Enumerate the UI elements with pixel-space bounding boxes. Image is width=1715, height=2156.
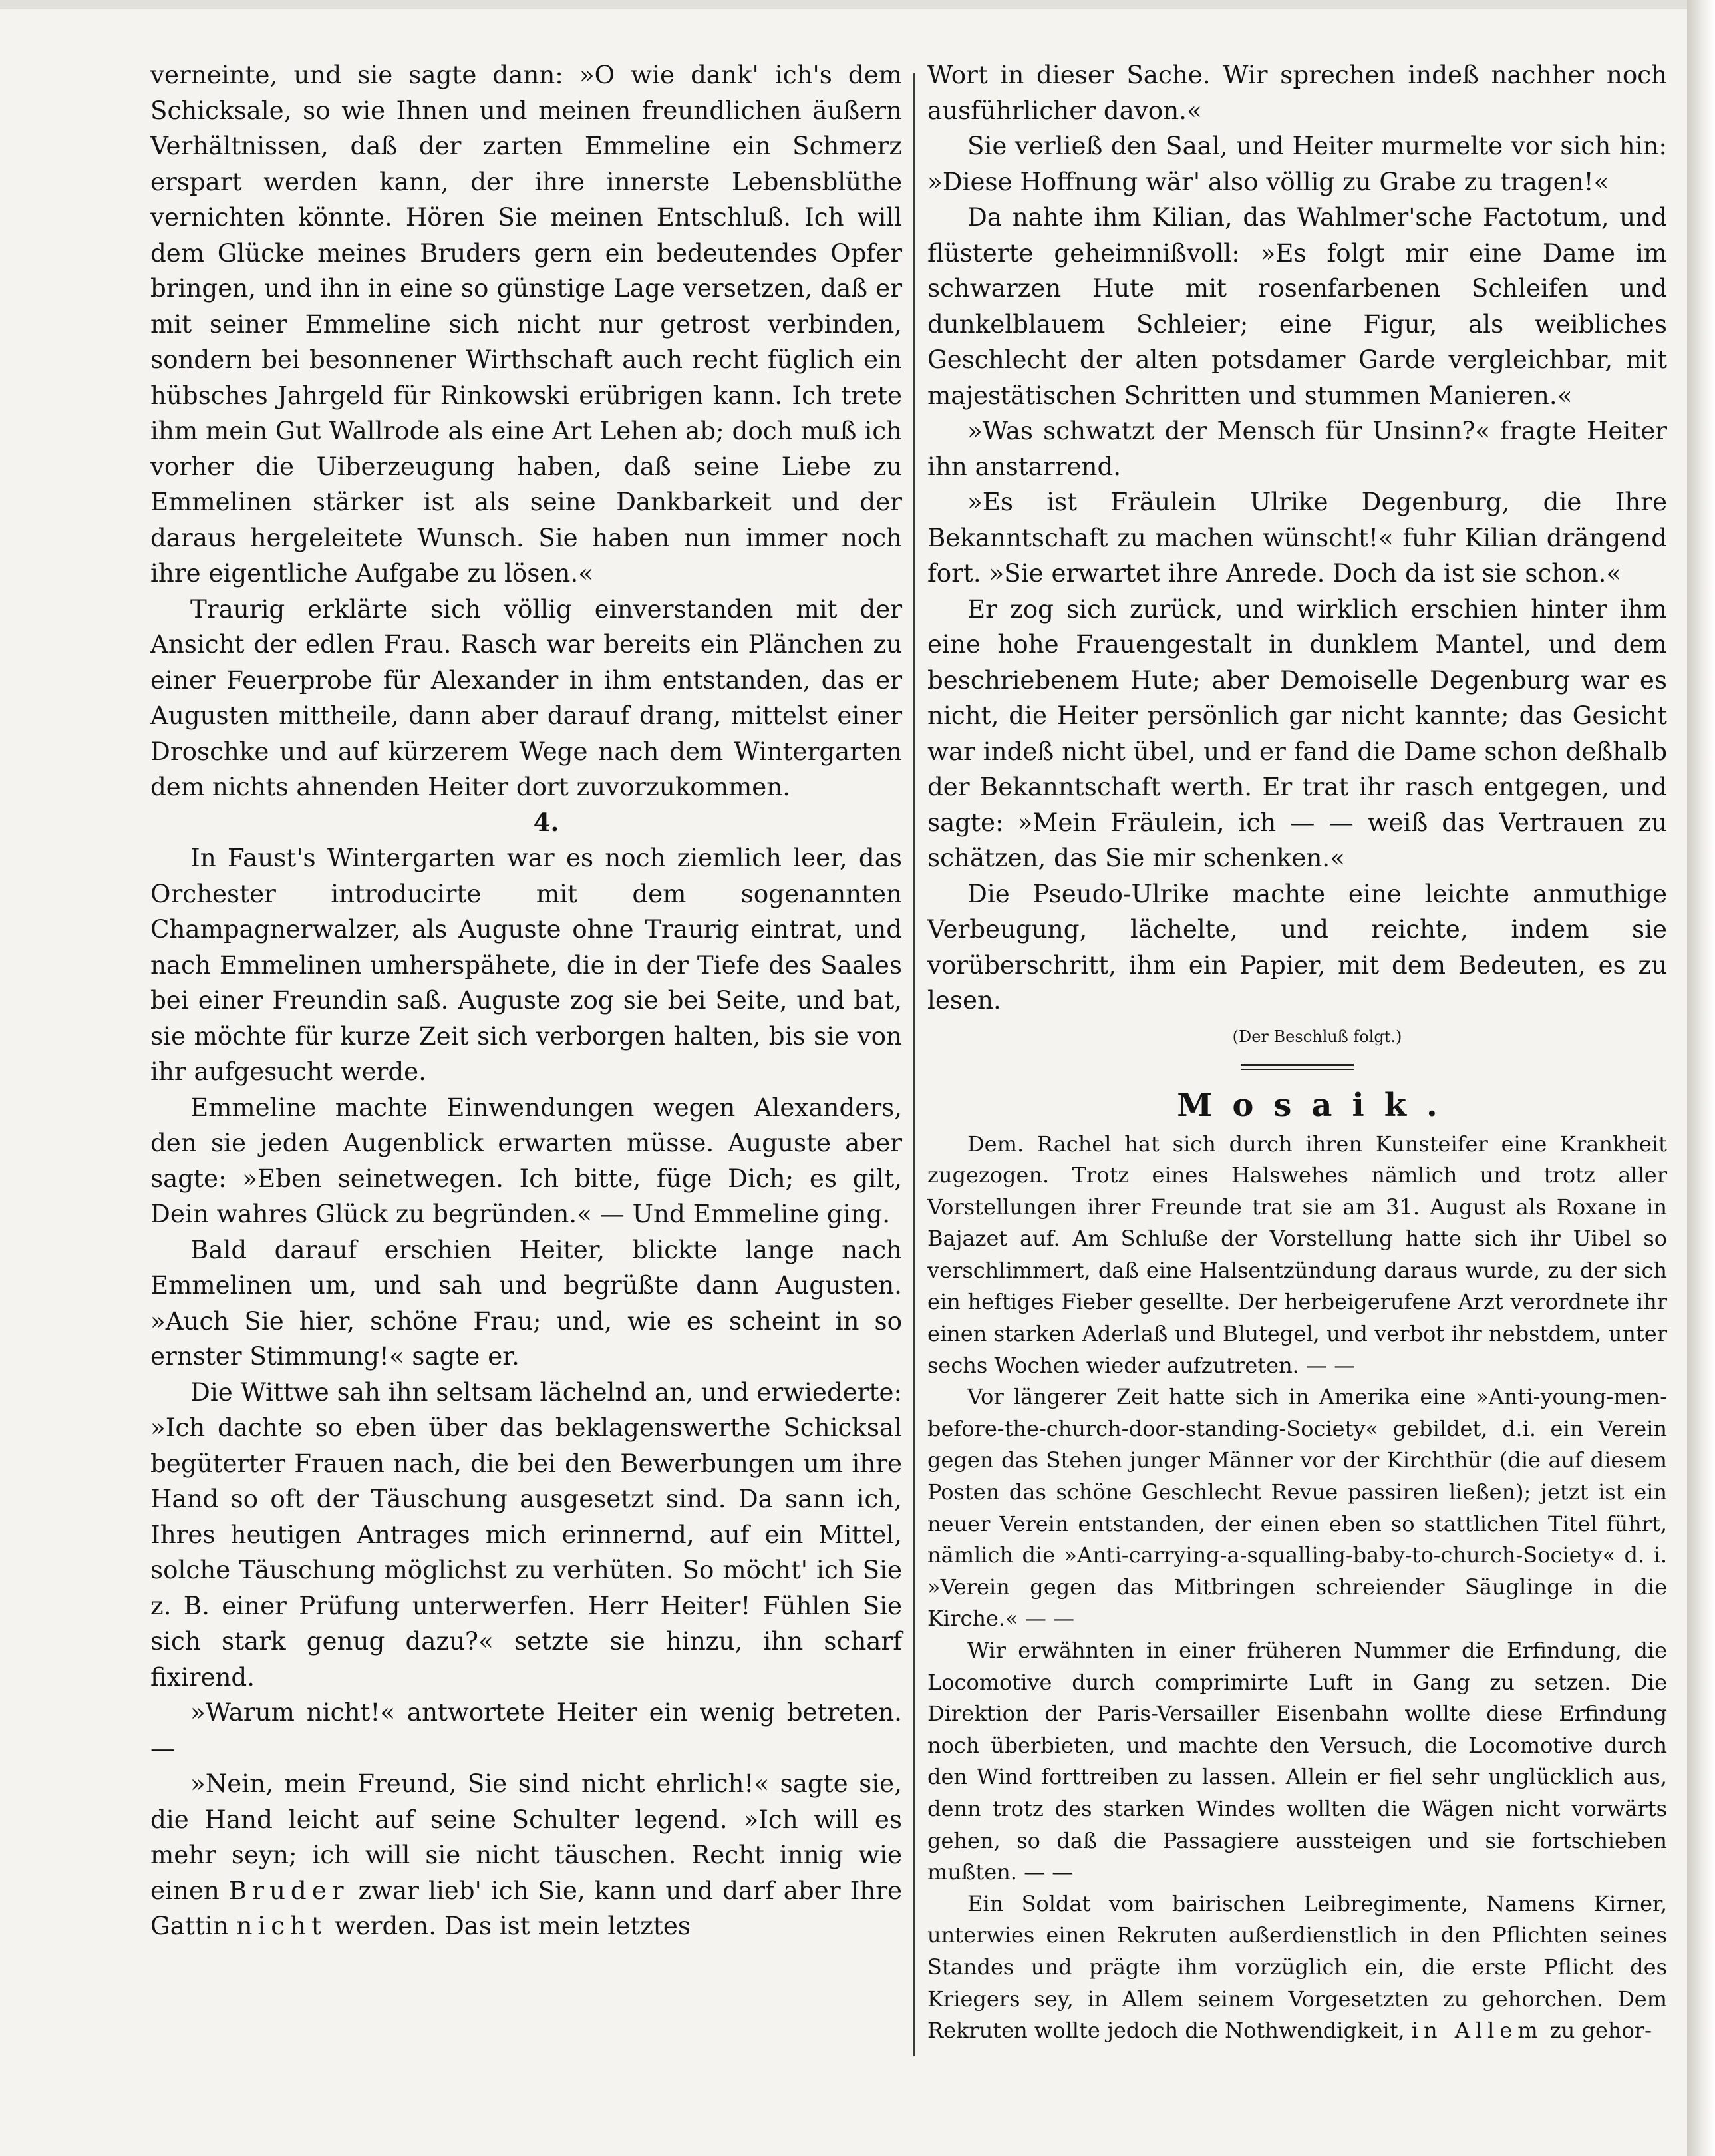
text-run: zu gehor- <box>1549 2018 1652 2044</box>
text-run: zwar lieb' ich Sie, kann und darf aber Ihre Gattin <box>150 1875 902 1940</box>
paragraph: Er zog sich zurück, und wirklich erschien hinter ihm eine hohe Frauengestalt in dunklem Mantel, und dem beschriebenem Hute; aber Demoiselle Degenburg war es nicht, die Heiter persönlich gar nicht kannte; das Gesicht war indeß nicht übel, und er fand die Dame schon deßhalb der Bekanntschaft werth. Er trat ihr rasch entgegen, und sagte: »Mein Fräulein, ich — — weiß das Vertrauen zu schätzen, das Sie mir schenken.« <box>927 594 1667 872</box>
news-item: Dem. Rachel hat sich durch ihren Kunsteifer eine Krankheit zugezogen. Trotz eines Halswehes nämlich und trotz aller Vorstellungen ihrer Freunde trat sie am 31. August als Roxane in Bajazet auf. Am Schluße der Vorstellung hatte sich ihr Uibel so verschlimmert, daß eine Halsentzündung daraus wurde, zu der sich ein heftiges Fieber gesellte. Der herbeigerufene Arzt verordnete ihr einen starken Aderlaß und Blutegel, und verbot ihr nebstdem, unter sechs Wochen wieder aufzutreten. — — <box>927 1131 1667 1378</box>
text-run: »Nein, mein Freund, Sie sind nicht ehrlich!« sagte sie, die Hand leicht auf seine Schulter legend. »Ich will es mehr seyn; ich will sie nicht täuschen. Recht innig wie einen <box>150 1769 902 1905</box>
emphasized-word: in Allem <box>1411 2018 1543 2044</box>
section-number: 4. <box>533 807 559 837</box>
left-column <box>150 57 902 1944</box>
paragraph: Da nahte ihm Kilian, das Wahlmer'sche Factotum, und flüsterte geheimnißvoll: »Es folgt mir eine Dame im schwarzen Hute mit rosenfarbenen Schleifen und dunkelblauem Schleier; eine Figur, als weibliches Geschlecht der alten potsdamer Garde vergleichbar, mit majestätischen Schritten und stummen Manieren.« <box>927 202 1667 410</box>
column-divider <box>913 73 915 2056</box>
paragraph: Wort in dieser Sache. Wir sprechen indeß nachher noch ausführlicher davon.« <box>927 60 1667 125</box>
paragraph: verneinte, und sie sagte dann: »O wie dank' ich's dem Schicksale, so wie Ihnen und meinen freundlichen äußern Verhältnissen, daß der zarten Emmeline ein Schmerz erspart werden kann, der ihre innerste Lebensblüthe vernichten könnte. Hören Sie meinen Entschluß. Ich will dem Glücke meines Bruders gern ein bedeutendes Opfer bringen, und ihn in eine so günstige Lage versetzen, daß er mit seiner Emmeline sich nicht nur getrost verbinden, sondern bei besonnener Wirthschaft auch recht füglich ein hübsches Jahrgeld für Rinkowski erübrigen kann. Ich trete ihm mein Gut Wallrode als eine Art Lehen ab; doch muß ich vorher die Uiberzeugung haben, daß seine Liebe zu Emmelinen stärker ist als seine Dankbarkeit und der daraus hergeleitete Wunsch. Sie haben nun immer noch ihre eigentliche Aufgabe zu lösen.« <box>150 60 902 588</box>
paragraph: »Es ist Fräulein Ulrike Degenburg, die Ihre Bekanntschaft zu machen wünscht!« fuhr Kilian drängend fort. »Sie erwartet ihre Anrede. Doch da ist sie schon.« <box>927 487 1667 588</box>
paragraph: Sie verließ den Saal, und Heiter murmelte vor sich hin: »Diese Hoffnung wär' also völlig zu Grabe zu tragen!« <box>927 131 1667 196</box>
continuation-note: (Der Beschluß folgt.) <box>1232 1027 1402 1046</box>
news-item: Wir erwähnten in einer früheren Nummer die Erfindung, die Locomotive durch comprimirte Luft in Gang zu setzen. Die Direktion der Paris-Versailler Eisenbahn wollte diese Erfindung noch überbieten, und machte den Versuch, die Locomotive durch den Wind forttreiben zu lassen. Allein er fiel sehr unglücklich aus, denn trotz des starken Windes wollten die Wägen nicht vorwärts gehen, so daß die Passagiere aussteigen und sie fortschieben mußten. — — <box>927 1638 1667 1885</box>
paragraph: Die Pseudo-Ulrike machte eine leichte anmuthige Verbeugung, lächelte, und reichte, indem sie vorüberschritt, ihm ein Papier, mit dem Bedeuten, es zu lesen. <box>927 878 1667 1015</box>
section-divider <box>1241 1064 1354 1070</box>
paragraph <box>150 1766 902 1944</box>
right-column <box>927 57 1667 2047</box>
news-item <box>927 1888 1667 2047</box>
text-run: Ein Soldat vom bairischen Leibregimente, Namens Kirner, unterwies einen Rekruten außerdienstlich in den Pflichten seines Standes und prägte ihm vorzüglich ein, die erste Pflicht des Kriegers sey, in Allem seinem Vorgesetzten zu gehorchen. Dem Rekruten wollte jedoch die Nothwendigkeit, <box>927 1890 1667 2044</box>
paragraph: »Was schwatzt der Mensch für Unsinn?« fragte Heiter ihn anstarrend. <box>927 416 1667 481</box>
section-heading: Mosaik. <box>1177 1086 1458 1124</box>
paragraph: Emmeline machte Einwendungen wegen Alexanders, den sie jeden Augenblick erwarten müsse. Auguste aber sagte: »Eben seinetwegen. Ich bitte, füge Dich; es gilt, Dein wahres Glück zu begründen.« — Und Emmeline ging. <box>150 1092 902 1228</box>
text-run: werden. Das ist mein letztes <box>334 1911 691 1940</box>
emphasized-word: Bruder <box>228 1875 349 1905</box>
paragraph: Traurig erklärte sich völlig einverstanden mit der Ansicht der edlen Frau. Rasch war bereits ein Plänchen zu einer Feuerprobe für Alexander in ihm entstanden, das er Augusten mittheile, dann aber darauf drang, mittelst einer Droschke und auf kürzerem Wege nach dem Wintergarten dem nichts ahnenden Heiter dort zuvorzukommen. <box>150 594 902 801</box>
paragraph: In Faust's Wintergarten war es noch ziemlich leer, das Orchester introducirte mit dem sogenannten Champagnerwalzer, als Auguste ohne Traurig eintrat, und nach Emmelinen umherspähete, die in der Tiefe des Saales bei einer Freundin saß. Auguste zog sie bei Seite, und bat, sie möchte für kurze Zeit sich verborgen halten, bis sie von ihr aufgesucht werde. <box>150 843 902 1086</box>
news-item: Vor längerer Zeit hatte sich in Amerika eine »Anti-young-men-before-the-church-door-standing-Society« gebildet, d.i. ein Verein gegen das Stehen junger Männer vor der Kirchthür (die auf diesem Posten das schöne Geschlecht Revue passiren ließen); jetzt ist ein neuer Verein entstanden, der einen eben so stattlichen Titel führt, nämlich die »Anti-carrying-a-squalling-baby-to-church-Society« d. i. »Verein gegen das Mitbringen schreiender Säuglinge in die Kirche.« — — <box>927 1384 1667 1632</box>
paragraph: Die Wittwe sah ihn seltsam lächelnd an, und erwiederte: »Ich dachte so eben über das beklagenswerthe Schicksal begüterter Frauen nach, die bei den Bewerbungen um ihre Hand so oft der Täuschung ausgesetzt sind. Da sann ich, Ihres heutigen Antrages mich erinnernd, auf ein Mittel, solche Täuschung möglichst zu verhüten. So möcht' ich Sie z. B. einer Prüfung unterwerfen. Herr Heiter! Fühlen Sie sich stark genug dazu?« setzte sie hinzu, ihn scharf fixirend. <box>150 1377 902 1692</box>
page-binding-edge <box>1687 0 1715 2156</box>
page-top-edge <box>0 0 1715 9</box>
paragraph: »Warum nicht!« antwortete Heiter ein wenig betreten. — <box>150 1698 902 1763</box>
paragraph: Bald darauf erschien Heiter, blickte lange nach Emmelinen um, und sah und begrüßte dann Augusten. »Auch Sie hier, schöne Frau; und, wie es scheint in so ernster Stimmung!« sagte er. <box>150 1234 902 1371</box>
emphasized-word: nicht <box>236 1911 327 1940</box>
